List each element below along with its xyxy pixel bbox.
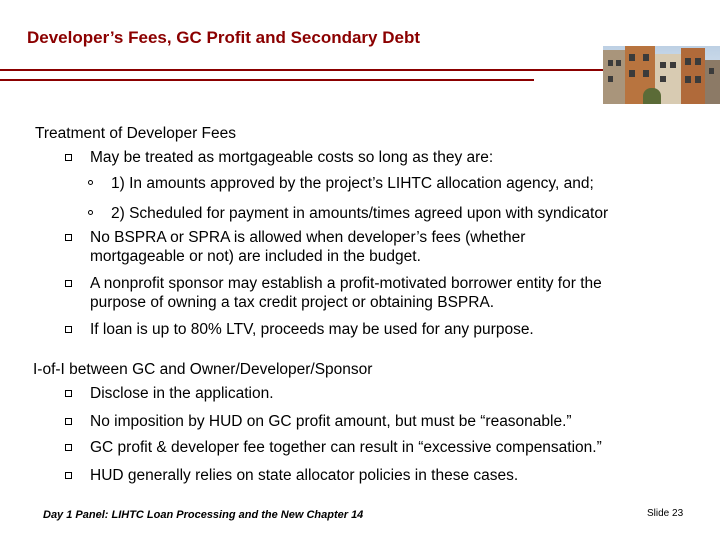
list-item: May be treated as mortgageable costs so long as they are: [90,149,494,166]
square-bullet-icon [65,444,72,451]
list-item: No imposition by HUD on GC profit amount, but must be “reasonable.” [90,413,572,430]
list-item: Disclose in the application. [90,385,274,402]
slide-number: Slide 23 [647,508,684,519]
list-item: A nonprofit sponsor may establish a profit-motivated borrower entity for the [90,275,602,292]
apartment-building-photo [603,46,720,104]
square-bullet-icon [65,280,72,287]
title-divider [0,69,603,71]
list-item: GC profit & developer fee together can result in “excessive compensation.” [90,439,602,456]
square-bullet-icon [65,418,72,425]
circle-bullet-icon [88,210,93,215]
list-item-continuation: purpose of owning a tax credit project or obtaining BSPRA. [90,294,495,311]
square-bullet-icon [65,390,72,397]
circle-bullet-icon [88,180,93,185]
square-bullet-icon [65,472,72,479]
slide-title: Developer’s Fees, GC Profit and Secondary Debt [27,28,421,47]
square-bullet-icon [65,234,72,241]
section-heading-developer-fees: Treatment of Developer Fees [35,125,237,142]
title-underline [0,79,534,81]
square-bullet-icon [65,326,72,333]
list-item: If loan is up to 80% LTV, proceeds may be used for any purpose. [90,321,534,338]
footer-caption: Day 1 Panel: LIHTC Loan Processing and the New Chapter 14 [43,509,364,521]
list-item: HUD generally relies on state allocator policies in these cases. [90,467,519,484]
square-bullet-icon [65,154,72,161]
list-item: No BSPRA or SPRA is allowed when developer’s fees (whether [90,229,526,246]
list-item-continuation: mortgageable or not) are included in the budget. [90,248,421,265]
section-heading-gc-interest: I-of-I between GC and Owner/Developer/Sponsor [33,361,373,378]
sub-list-item: 1) In amounts approved by the project’s LIHTC allocation agency, and; [111,175,594,192]
sub-list-item: 2) Scheduled for payment in amounts/times agreed upon with syndicator [111,205,609,222]
